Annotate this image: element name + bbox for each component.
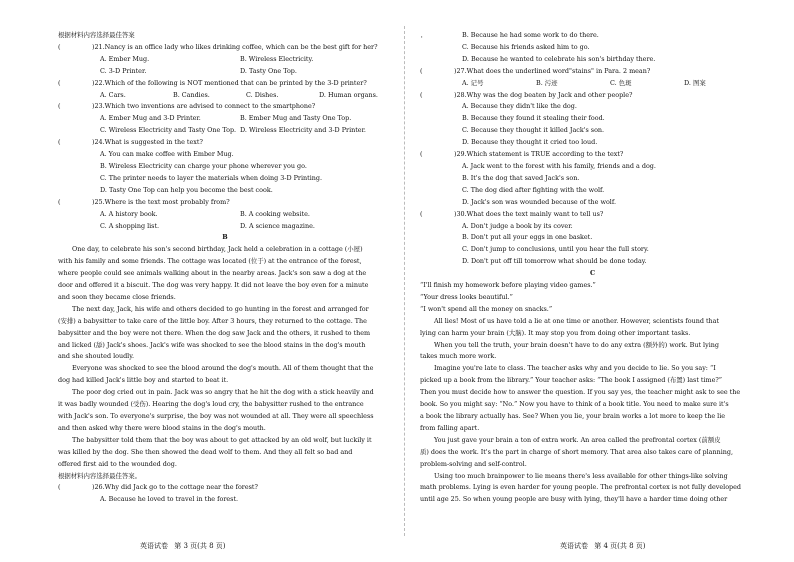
option-row bbox=[58, 209, 392, 221]
passage-line: and licked (舔) Jack's shoes. Jack's wife was shocked to see the blood stains in the dog's mouth bbox=[58, 340, 366, 349]
option-b: B. Because he had some work to do there. bbox=[462, 31, 599, 39]
passage-line: The next day, Jack, his wife and others decided to go hunting in the forest and arranged for bbox=[72, 304, 369, 313]
option-row bbox=[58, 125, 392, 137]
reading-passage-b bbox=[58, 244, 392, 470]
question-stem bbox=[58, 137, 392, 149]
option-d: D. Wireless Electricity and 3-D Printer. bbox=[240, 126, 366, 135]
page-divider bbox=[404, 26, 406, 536]
option-c: C. Wireless Electricity and Tasty One Top. bbox=[100, 126, 237, 135]
page-footer bbox=[560, 541, 650, 553]
option-a: A. Ember Mug and 3-D Printer. bbox=[100, 114, 201, 123]
passage-line: math problems. Lying is even harder for young people. The prefrontal cortex is not fully developed bbox=[420, 483, 742, 492]
passage-line: from falling apart. bbox=[420, 423, 480, 432]
question-stem bbox=[58, 197, 392, 209]
section-heading-b: B bbox=[222, 233, 228, 242]
answer-blank[interactable]: ( bbox=[58, 42, 61, 51]
question-number: )26. bbox=[92, 483, 105, 492]
passage-line: and soon they became close friends. bbox=[58, 292, 176, 301]
answer-blank[interactable]: ( bbox=[58, 197, 61, 206]
option-d: D. A science magazine. bbox=[240, 221, 315, 230]
question-text: Why was the dog beaten by Jack and other people? bbox=[466, 90, 633, 99]
question-text: Where is the text most probably from? bbox=[104, 197, 230, 206]
question-text: What does the underlined word"stains" in Para. 2 mean? bbox=[466, 66, 651, 75]
passage-line: All lies! Most of us have told a lie at one time or another. However, scientists found that bbox=[434, 316, 720, 325]
option-d: D. Tasty One Top. bbox=[240, 66, 297, 75]
option-row bbox=[58, 221, 392, 233]
question-26-options bbox=[420, 30, 765, 66]
option-a: A. 记号 bbox=[462, 78, 484, 87]
answer-blank[interactable]: ( bbox=[420, 209, 423, 218]
option-a: A. Jack went to the forest with his family, friends and a dog. bbox=[462, 161, 656, 170]
answer-blank[interactable]: ( bbox=[58, 138, 61, 147]
question-stem bbox=[420, 66, 765, 78]
option-c: C. 色斑 bbox=[610, 78, 632, 87]
passage-line: dog had killed Jack's little boy and started to beat it. bbox=[58, 376, 229, 385]
passage-line: 质) does the work. It's the part in charge of short memory. That area also takes care of planning, bbox=[420, 447, 733, 456]
option-c: C. Because they thought it killed Jack's son. bbox=[462, 126, 605, 135]
option-a: A. A history book. bbox=[100, 209, 158, 218]
question-stem bbox=[420, 90, 765, 102]
option-a: A. Because he loved to travel in the forest. bbox=[100, 495, 239, 504]
question-text: Which statement is TRUE according to the text? bbox=[466, 150, 624, 159]
passage-line: problem-solving and self-control. bbox=[420, 459, 527, 468]
passage-line: and she shouted loudly. bbox=[58, 352, 135, 361]
passage-line: until age 25. So when young people are busy with lying, they'll have a harder time doing other bbox=[420, 495, 728, 504]
question-number: )30. bbox=[454, 209, 467, 218]
passage-line: and then asked why there were blood stains in the dog's mouth. bbox=[58, 423, 266, 432]
question-stem bbox=[420, 209, 765, 221]
option-row bbox=[420, 78, 765, 90]
option-c: C. Dishes. bbox=[246, 90, 279, 99]
question-stem bbox=[58, 101, 392, 113]
question-stem bbox=[58, 78, 392, 90]
question-text: Which two inventions are advised to connect to the smartphone? bbox=[104, 102, 316, 111]
passage-line: Everyone was shocked to see the blood around the dog's mouth. All of them thought that the bbox=[72, 364, 374, 373]
passage-line: book. So you might say: “No.” Now you have to think of a book title. You need to make sure it's bbox=[420, 400, 729, 409]
passage-line: door and offered it a biscuit. The dog was very happy. It did not leave the boy even for a minute bbox=[58, 281, 369, 290]
exam-page-4 bbox=[420, 30, 765, 506]
passage-line: takes much more work. bbox=[420, 352, 497, 361]
passage-line: lying can harm your brain (大脑). It may stop you from doing other important tasks. bbox=[420, 328, 691, 337]
option-a: A. Ember Mug. bbox=[100, 54, 150, 63]
passage-line: Then you must decide how to answer the question. If you say yes, the teacher might ask to see the bbox=[420, 388, 741, 397]
option-d: D. Human organs. bbox=[319, 90, 378, 99]
option-c: C. Because his friends asked him to go. bbox=[462, 42, 590, 51]
question-number: )29. bbox=[454, 150, 467, 159]
option-b: B. Because they found it stealing their food. bbox=[462, 114, 605, 123]
section-instruction: 根据材料内容选择最佳答案。 bbox=[58, 471, 142, 480]
option-a: A. Don't judge a book by its cover. bbox=[462, 221, 573, 230]
question-number: )24. bbox=[92, 138, 105, 147]
question-number: )25. bbox=[92, 197, 105, 206]
passage-line: with Jack's son. To everyone's surprise, the boy was not wounded at all. They were all speechless bbox=[58, 412, 374, 420]
option-d: D. Don't put off till tomorrow what should be done today. bbox=[462, 257, 647, 266]
page-footer bbox=[140, 541, 230, 553]
question-stem bbox=[420, 149, 765, 161]
passage-line: with his family and some friends. The cottage was located (位于) at the entrance of the forest, bbox=[58, 257, 362, 266]
answer-blank[interactable]: ( bbox=[420, 150, 423, 159]
passage-line: The poor dog cried out in pain. Jack was so angry that he hit the dog with a stick heavily and bbox=[72, 388, 374, 397]
footer-subject: 英语试卷 bbox=[140, 542, 168, 550]
option-b: B. A cooking website. bbox=[240, 209, 310, 218]
option-d: D. Tasty One Top can help you become the best cook. bbox=[100, 185, 273, 194]
question-number: )27. bbox=[454, 66, 467, 75]
question-text: What is suggested in the text? bbox=[104, 138, 203, 147]
footer-page-number: 第 4 页(共 8 页) bbox=[594, 542, 646, 550]
option-row bbox=[58, 113, 392, 125]
question-text: Which of the following is NOT mentioned that can be printed by the 3-D printer? bbox=[104, 78, 367, 87]
question-26 bbox=[58, 482, 392, 494]
question-text: Nancy is an office lady who likes drinking coffee, which can be the best gift for her? bbox=[104, 42, 378, 51]
footer-page-number: 第 3 页(共 8 页) bbox=[174, 542, 226, 550]
question-number: )23. bbox=[92, 102, 105, 111]
option-c: C. Don't jump to conclusions, until you hear the full story. bbox=[462, 245, 649, 254]
passage-line: “I'll finish my homework before playing video games.” bbox=[420, 281, 596, 290]
passage-line: it was badly wounded (受伤). Hearing the dog's loud cry, the babysitter rushed to the entrance bbox=[58, 400, 364, 409]
passage-line: One day, to celebrate his son's second birthday, Jack held a celebration in a cottage (小屋) bbox=[72, 245, 363, 254]
question-number: )28. bbox=[454, 90, 467, 99]
option-b: B. 污迹 bbox=[536, 78, 558, 87]
answer-blank[interactable]: ( bbox=[420, 90, 423, 99]
passage-line: You just gave your brain a ton of extra work. An area called the prefrontal cortex (前额皮 bbox=[434, 435, 721, 444]
exam-page-3 bbox=[58, 30, 392, 506]
passage-line: picked up a book from the library.” Your teacher asks: “The book I assigned (布置) last time?” bbox=[420, 376, 723, 385]
section-instruction: 根据材料内容选择最佳答案 bbox=[58, 31, 135, 39]
answer-blank[interactable]: ( bbox=[420, 66, 423, 75]
answer-blank[interactable]: ( bbox=[58, 483, 61, 492]
passage-line: babysitter and the boy were not there. When the dog saw Jack and the others, it rushed to them bbox=[58, 328, 371, 337]
passage-line: (安排) a babysitter to take care of the little boy. After 3 hours, they returned to the cottage. The bbox=[58, 316, 367, 325]
option-row bbox=[58, 90, 392, 102]
option-a: A. You can make coffee with Ember Mug. bbox=[100, 150, 234, 159]
passage-line: The babysitter told them that the boy was about to get attacked by an old wolf, but luckily it bbox=[72, 435, 372, 444]
option-b: B. Wireless Electricity can charge your phone wherever you go. bbox=[100, 161, 307, 170]
section-heading-c: C bbox=[589, 269, 596, 278]
question-text: Why did Jack go to the cottage near the forest? bbox=[104, 483, 258, 492]
passage-line: was killed by the dog. She then showed the dead wolf to them. And they all felt so bad and bbox=[58, 447, 353, 456]
option-b: B. Wireless Electricity. bbox=[240, 54, 314, 63]
question-number: )21. bbox=[92, 42, 105, 51]
option-row bbox=[58, 66, 392, 78]
option-a: A. Cars. bbox=[100, 90, 126, 99]
passage-line: “Your dress looks beautiful.” bbox=[420, 292, 513, 301]
reading-passage-c bbox=[420, 280, 765, 506]
option-b: B. Ember Mug and Tasty One Top. bbox=[240, 114, 352, 123]
passage-line: a book the library actually has. See? When you lie, your brain works a lot more to keep the lie bbox=[420, 412, 726, 420]
passage-line: Using too much brainpower to lie means there's less available for other things-like solving bbox=[434, 471, 728, 480]
passage-line: Imagine you're late to class. The teacher asks why and you decide to lie. So you say: “I bbox=[434, 364, 716, 373]
question-number: )22. bbox=[92, 78, 105, 87]
passage-line: When you tell the truth, your brain doesn't have to do any extra (额外的) work. But lying bbox=[434, 340, 719, 349]
passage-line: “I won't spend all the money on snacks.” bbox=[420, 304, 553, 313]
question-text: What does the text mainly want to tell us? bbox=[466, 209, 604, 218]
option-d: D. 图案 bbox=[684, 78, 706, 87]
option-c: C. The dog died after fighting with the wolf. bbox=[462, 185, 605, 194]
footer-subject: 英语试卷 bbox=[560, 542, 588, 550]
passage-line: offered first aid to the wounded dog. bbox=[58, 459, 177, 468]
option-d: D. Because they thought it cried too loud. bbox=[462, 138, 598, 147]
answer-blank[interactable]: ( bbox=[58, 102, 61, 111]
margin-mark: ' bbox=[421, 36, 423, 43]
question-list-27-30 bbox=[420, 66, 765, 268]
answer-blank[interactable]: ( bbox=[58, 78, 61, 87]
option-a: A. Because they didn't like the dog. bbox=[462, 102, 577, 111]
option-c: C. The printer needs to layer the materials when doing 3-D Printing. bbox=[100, 173, 322, 182]
option-d: D. Because he wanted to celebrate his son's birthday there. bbox=[462, 54, 656, 63]
option-c: C. 3-D Printer. bbox=[100, 66, 147, 75]
question-stem bbox=[58, 42, 392, 54]
option-d: D. Jack's son was wounded because of the wolf. bbox=[462, 197, 617, 206]
question-list-21-25 bbox=[58, 42, 392, 233]
option-b: B. Candies. bbox=[173, 90, 210, 99]
option-b: B. It's the dog that saved Jack's son. bbox=[462, 173, 580, 182]
option-b: B. Don't put all your eggs in one basket. bbox=[462, 233, 593, 242]
option-c: C. A shopping list. bbox=[100, 221, 160, 230]
option-row bbox=[58, 54, 392, 66]
passage-line: where people could see animals walking about in the nearby areas. Jack's son saw a dog at the bbox=[58, 269, 367, 278]
